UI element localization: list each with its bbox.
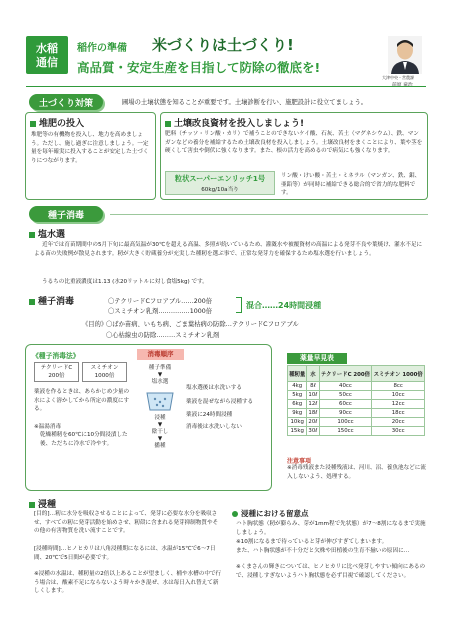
cell: 5kg bbox=[288, 391, 307, 400]
cell: 8cc bbox=[372, 382, 425, 391]
chem1-dilution: 200倍 bbox=[48, 373, 65, 379]
soak-heading bbox=[29, 497, 56, 510]
step-3: 浸種 bbox=[154, 415, 166, 421]
cell: 12ℓ bbox=[308, 401, 318, 407]
step-1: 種子準備 bbox=[148, 365, 172, 371]
soak-note: ※浸種の水温は、種籾量の2倍以上あることが望ましく、桶や水槽の中で行う場合は、酸素不足にならないよう時々かき混ぜ、水は毎日入れ替えて新しくします。 bbox=[34, 571, 222, 595]
arrow-down-icon: ▼ bbox=[157, 436, 163, 442]
chem1-name: テクリードC bbox=[40, 365, 73, 371]
soak-purpose: [目的]…籾に水分を吸収させることによって、発芽に必要な水分を吸収させ、すべての籾に発芽活動を始めさせ、籾殻に含まれる発芽抑制物質やその他の有害物質を洗い流すことです。 bbox=[34, 511, 219, 535]
cell: 8ℓ bbox=[307, 382, 319, 391]
product-note: リン酸・けい酸・苦土・ミネラル（マンガン、鉄、鉬、亜鉛等）が同時に補給できる総合的で省力的な肥料です。 bbox=[281, 173, 421, 197]
col-sumithion: スミチオン 1000倍 bbox=[372, 366, 425, 382]
newsletter-badge bbox=[26, 36, 68, 74]
cell: 20cc bbox=[372, 418, 425, 427]
note-1: 塩水選後は水洗いする bbox=[186, 385, 242, 391]
col-water: 水 bbox=[307, 366, 319, 382]
product-name: 粒状スーパーエンリッチ1号 bbox=[174, 174, 266, 183]
compost-text: 堆肥等の有機物を投入し、地力を高めましょう。ただし、施し過ぎに注意しましょう。一定量を毎年確実に投入することが安定した土づくりにつながります。 bbox=[31, 132, 149, 164]
method-text: 薬液を作るときは、あらかじめ少量の水によく溶かしてから所定の濃度にする。 bbox=[34, 389, 130, 413]
soak-points-heading-text: 浸種における留意点 bbox=[241, 509, 309, 518]
person-caption: 大津中央・営農課 bbox=[382, 75, 414, 80]
soil-intro: 圃場の土壌状態を知ることが重要です。土壌診断を行い、施肥設計に役立てましょう。 bbox=[122, 99, 368, 106]
chem2-name: スミチオン bbox=[90, 365, 119, 371]
arrow-down-icon: ▼ bbox=[157, 422, 163, 428]
mix-bracket bbox=[236, 297, 242, 313]
table-row bbox=[288, 427, 425, 436]
method-title: 《種子消毒法》 bbox=[32, 352, 80, 360]
cell: 60cc bbox=[319, 400, 372, 409]
step-2: 塩水選 bbox=[151, 379, 169, 385]
order-steps bbox=[141, 363, 179, 450]
table-row bbox=[288, 400, 425, 409]
page-title: 米づくりは土づくり! bbox=[152, 36, 294, 54]
salt-text: 近年では育苗期間中の5月下旬に最高気温が30℃を超える高温、多照が続いているため、灌漑水や被覆資材の高温による発芽不良や葉焼け、灌水不足による苗の失敗例が散見されます。籾が大きく貯蔵養分が充実した種籾を選ぶ事で、正常な発芽力を確保するため塩水選を行いましょう。 bbox=[34, 242, 423, 257]
product-box bbox=[165, 171, 275, 195]
caution-heading: 注意事項 bbox=[287, 458, 312, 465]
chem2-dilution: 1000倍 bbox=[94, 373, 115, 379]
product-rate: 60kg/10a当り bbox=[201, 187, 239, 193]
header-kicker: 稲作の準備 bbox=[77, 43, 127, 54]
cell: 10ℓ bbox=[308, 392, 318, 398]
cell: 9kg bbox=[288, 409, 307, 418]
table-row bbox=[288, 391, 425, 400]
cell: 100cc bbox=[319, 418, 372, 427]
salt-heading bbox=[29, 227, 65, 240]
cell: 90cc bbox=[319, 409, 372, 418]
salt-ratio: うるちの比重液濃度は1.13 (水20リットルに対し食塩5kg) です。 bbox=[42, 279, 208, 285]
chem-item-2: 〇スミチオン乳剤……………1000倍 bbox=[108, 308, 213, 315]
cell: 10cc bbox=[372, 391, 425, 400]
soak-heading-text: 浸種 bbox=[38, 500, 57, 510]
compost-heading bbox=[30, 116, 84, 129]
bucket-icon bbox=[141, 391, 179, 413]
bullet-icon bbox=[29, 299, 35, 305]
purpose-label: 《目的》 bbox=[82, 321, 108, 328]
compost-heading-text: 堆肥の投入 bbox=[39, 119, 85, 129]
amendment-text: 肥料（チッソ・リン酸・カリ）で補うことのできないケイ酸、石灰、苦土（マグネシウム）、鉄、マンガンなどの養分を補給するため土壌改良材を投入しましょう。土壌改良材をまくことにより、葉や茎を硬くして害虫や倒伏に強くなります。また、根の活力を高めるので病気にも強くなります。 bbox=[165, 131, 423, 155]
dosage-table bbox=[287, 365, 425, 436]
cell: 18ℓ bbox=[308, 410, 318, 416]
cell: 12cc bbox=[372, 400, 425, 409]
mix-note: 混合……24時間浸種 bbox=[246, 301, 322, 310]
cell: 15kg bbox=[288, 427, 307, 436]
cell: 18cc bbox=[372, 409, 425, 418]
soak-point-1: ハト胸状態（籾が膨らみ、芽が1mm程で先状態）が7〜8割になるまで実施しましょう。 bbox=[236, 521, 426, 536]
hot-water-title: ※温湯消毒 bbox=[34, 424, 62, 430]
cell: 10kg bbox=[288, 418, 307, 427]
bullet-icon bbox=[232, 511, 238, 517]
seed-rule bbox=[110, 214, 428, 215]
soil-section-pill: 土づくり対策 bbox=[29, 94, 103, 110]
cell: 4kg bbox=[288, 382, 307, 391]
step-5: 播種 bbox=[154, 443, 166, 449]
soak-time: [浸種時間]…ヒノヒカリは八角浸種期になるには、水温が15℃で6〜7日間、20℃で5日間が必要です。 bbox=[34, 546, 216, 561]
bullet-icon bbox=[29, 232, 35, 238]
avatar bbox=[388, 36, 422, 74]
soak-point-2: ※10割になるまで待っていると芽が伸びすぎてしまいます。 bbox=[236, 539, 388, 545]
bullet-icon bbox=[30, 121, 36, 127]
order-notes bbox=[186, 384, 266, 432]
amendment-heading-text: 土壌改良資材を投入しましょう! bbox=[174, 119, 305, 129]
order-title: 消毒順序 bbox=[137, 349, 184, 360]
cell: 30ℓ bbox=[308, 428, 318, 434]
step-4: 陰干し bbox=[151, 429, 169, 435]
disinfect-heading bbox=[29, 294, 74, 307]
bullet-icon bbox=[29, 502, 35, 508]
seed-section-pill: 種子消毒 bbox=[29, 206, 103, 222]
bullet-icon bbox=[165, 121, 171, 127]
caution-text: ※消毒残液また浸種残液は、河川、沼、養魚池などに流入しないよう、処理する。 bbox=[287, 465, 426, 480]
table-header-row bbox=[288, 366, 425, 382]
cell: 40cc bbox=[319, 382, 372, 391]
cell: 30cc bbox=[372, 427, 425, 436]
cell: 6kg bbox=[288, 400, 307, 409]
note-3: 薬液に24時間浸種 bbox=[186, 411, 233, 418]
cell: 50cc bbox=[319, 391, 372, 400]
col-teclead: テクリードC 200倍 bbox=[319, 366, 372, 382]
cell: 20ℓ bbox=[308, 419, 318, 425]
chem2-box bbox=[82, 362, 127, 382]
purpose-2: 〇心枯線虫の防除………スミチオン乳剤 bbox=[106, 332, 220, 339]
badge-line-1: 水稲 bbox=[36, 41, 58, 55]
purpose-1: 〇ばか苗病、いもち病、ごま葉枯病の防除…テクリードCフロアブル bbox=[106, 321, 299, 328]
hot-water-text: 乾燥種籾を60℃に10分間浸漬した後、ただちに冷水で冷やす。 bbox=[40, 432, 128, 447]
soak-points-heading bbox=[232, 508, 309, 519]
soak-point-4: ※くまさんの輝きについては、ヒノヒカリに比べ発芽しやすい傾向にあるので、浸種しすぎないようハト胸状態を必ず目視で確認してください。 bbox=[236, 564, 426, 579]
disinfect-heading-text: 種子消毒 bbox=[38, 297, 75, 307]
page-subtitle: 高品質・安定生産を目指して防除の徹底を! bbox=[77, 60, 321, 75]
cell: 150cc bbox=[319, 427, 372, 436]
table-row bbox=[288, 409, 425, 418]
header-rule bbox=[26, 86, 426, 87]
table-row bbox=[288, 382, 425, 391]
table-row bbox=[288, 418, 425, 427]
dosage-table-title: 薬量早見表 bbox=[287, 353, 347, 364]
chem1-box bbox=[34, 362, 79, 382]
arrow-down-icon: ▼ bbox=[157, 372, 163, 378]
chem-item-1: 〇テクリードCフロアブル……200倍 bbox=[108, 298, 213, 305]
col-seed: 種籾量 bbox=[288, 366, 307, 382]
note-4: 消毒後は水洗いしない bbox=[186, 424, 242, 431]
note-2: 薬液を混ぜながら浸種する bbox=[186, 399, 254, 406]
soak-point-3: また、ハト胸状態が不十分だと欠株や田植後の生育不揃いの原因に… bbox=[236, 548, 410, 554]
salt-heading-text: 塩水選 bbox=[38, 230, 66, 240]
amendment-heading bbox=[165, 116, 304, 129]
badge-line-2: 通信 bbox=[36, 55, 58, 69]
